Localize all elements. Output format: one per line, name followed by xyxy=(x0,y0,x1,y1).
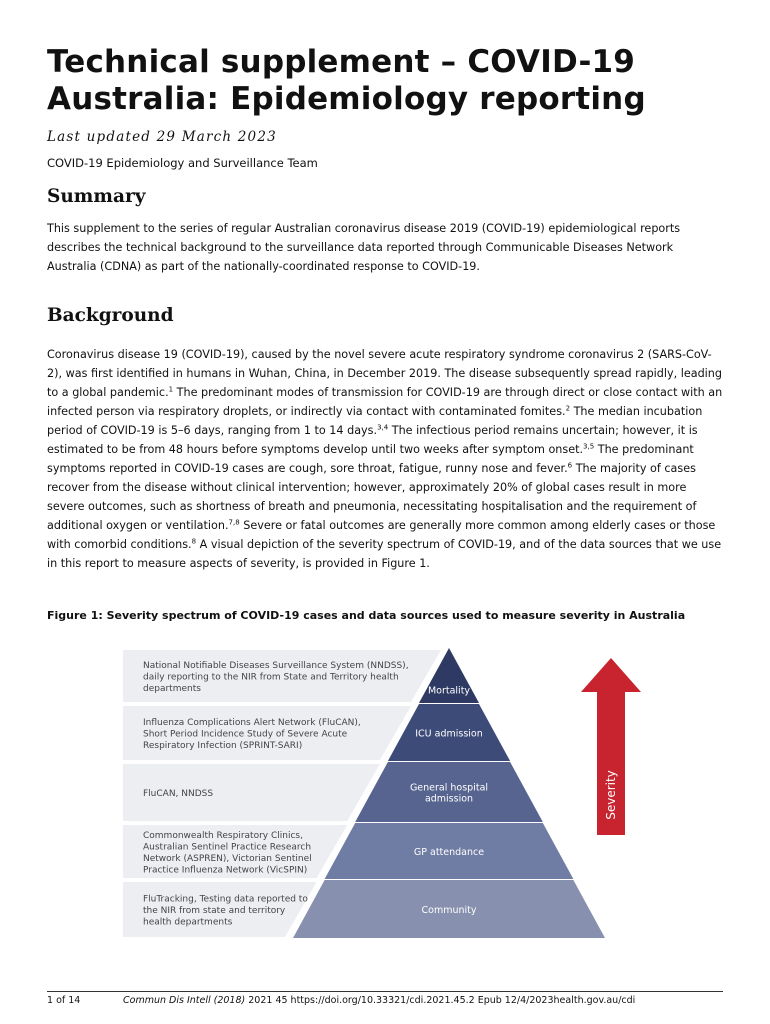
figure-caption: Figure 1: Severity spectrum of COVID-19 cases and data sources used to measure severity in Australia xyxy=(47,609,686,622)
ref-6: 7,8 xyxy=(228,518,240,527)
footer-divider xyxy=(47,991,723,992)
footer-page-number: 1 of 14 xyxy=(47,995,81,1006)
source-text: Respiratory Infection (SPRINT-SARI) xyxy=(143,741,303,751)
footer-citation xyxy=(123,995,635,1006)
source-text: Commonwealth Respiratory Clinics, xyxy=(143,830,303,841)
ref-2: 2 xyxy=(565,404,571,413)
level-label: GP attendance xyxy=(413,847,485,858)
title-line-2: Australia: Epidemiology reporting xyxy=(47,81,646,117)
source-text: Practice Influenza Network (VicSPIN) xyxy=(143,865,308,876)
level-label: General hospital xyxy=(409,782,489,794)
source-text: departments xyxy=(143,684,201,694)
last-updated: Last updated 29 March 2023 xyxy=(47,129,277,145)
level-label: Mortality xyxy=(427,685,471,697)
source-text: Influenza Complications Alert Network (FluCAN), xyxy=(143,718,361,728)
author-team: COVID-19 Epidemiology and Surveillance Team xyxy=(47,156,318,170)
page-title xyxy=(47,44,737,118)
summary-text: This supplement to the series of regular Australian coronavirus disease 2019 (COVID-19) epidemiological reports describes the technical background to the surveillance data reported through Communicable Diseases Network Australia (CDNA) as part of the nationally-coordinated response to COVID-19. xyxy=(47,222,681,273)
source-text: the NIR from state and territory xyxy=(143,906,286,916)
source-text: National Notifiable Diseases Surveillance System (NNDSS), xyxy=(143,661,409,671)
ref-7: 8 xyxy=(191,537,197,546)
level-label: Community xyxy=(421,905,477,916)
source-text: FluCAN, NNDSS xyxy=(143,789,214,799)
ref-3: 3,4 xyxy=(377,423,389,432)
source-text: Network (ASPREN), Victorian Sentinel xyxy=(143,853,312,864)
source-text: health departments xyxy=(143,917,233,928)
severity-figure xyxy=(123,640,653,945)
ref-5: 6 xyxy=(567,461,573,470)
severity-pyramid-diagram xyxy=(123,640,653,945)
level-label: ICU admission xyxy=(415,728,483,740)
ref-1: 1 xyxy=(168,385,174,394)
footer-journal: Commun Dis Intell (2018) xyxy=(123,995,246,1006)
background-heading: Background xyxy=(47,305,174,326)
source-text: Australian Sentinel Practice Research xyxy=(143,842,312,853)
title-line-1: Technical supplement – COVID-19 xyxy=(47,44,636,80)
severity-label: Severity xyxy=(604,770,618,820)
summary-heading: Summary xyxy=(47,186,146,207)
ref-4: 3,5 xyxy=(583,442,595,451)
level-label: admission xyxy=(424,793,474,805)
background-text: Coronavirus disease 19 (COVID-19), caused by the novel severe acute respiratory syndrome coronavirus 2 (SARS-CoV-2), was first identified in humans in Wuhan, China, in December 2019. The disease subsequently spread rapidly, leading to a global pandemic.$^1$ The predominant modes of transmission for COVID-19 are through direct or close contact with an infected person via respiratory droplets, or indirectly via contact with contaminated fomites.$^2$ The median incubation period of COVID-19 is 5–6 days, ranging from 1 to 14 days.$^{3,4}$ The infectious period remains uncertain; however, it is estimated to be from 48 hours before symptoms develop until two weeks after symptom onset.$^{3,5}$ The predominant symptoms reported in COVID-19 cases are cough, sore throat, fatigue, runny nose and fever.$^6$ The majority of cases recover from the disease without clinical intervention; however, approximately 20% of global cases result in more severe outcomes, such as shortness of breath and pneumonia, necessitating hospitalisation and the requirement of additional oxygen or ventilation.$^{7,8}$ Severe or fatal outcomes are generally more common among elderly cases or those with comorbid conditions.$^8$ A visual depiction of the severity spectrum of COVID-19, and of the data sources that we use in this report to measure aspects of severity, is provided in Figure 1. xyxy=(47,348,723,570)
source-text: Short Period Incidence Study of Severe Acute xyxy=(143,729,348,740)
footer-citation-text: 2021 45 https://doi.org/10.33321/cdi.2021.45.2 Epub 12/4/2023health.gov.au/cdi xyxy=(245,995,636,1006)
source-text: FluTracking, Testing data reported to xyxy=(143,894,308,905)
source-text: daily reporting to the NIR from State and Territory health xyxy=(143,672,399,683)
